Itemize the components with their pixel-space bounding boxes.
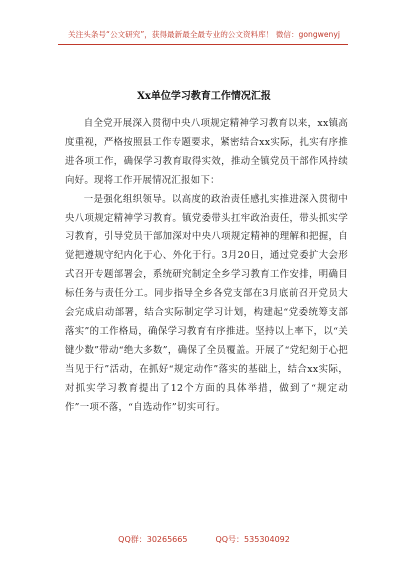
- header-banner: 关注头条号“公文研究”，获得最新最全最专业的公文资料库！ 微信：gongwenyj: [68, 30, 340, 39]
- header-divider: [58, 44, 348, 45]
- footer-qq-number: QQ号：535304092: [215, 535, 290, 544]
- document-title: Xx单位学习教育工作情况汇报: [137, 91, 271, 102]
- paragraph-leadership: 一是强化组织领导。以高度的政治责任感扎实推进深入贯彻中央八项规定精神学习教育。镇党委带头扛牢政治责任，带头抓实学习教育，引导党员干部加深对中央八项规定精神的理解和把握，自觉把遵规守纪内化于心、外化于行。3月20日，通过党委扩大会形式召开专题部署会，系统研究制定全乡学习教育工作安排，明确目标任务与责任分工。同步指导全乡各党支部在3月底前召开党员大会完成启动部署，结合实际制定学习计划，构建起“党委统筹支部落实”的工作格局，确保学习教育有序推进。坚持以上率下，以“关键少数”带动“绝大多数”，确保了全员覆盖。开展了“党纪刻于心把当见于行”活动，在抓好“规定动作”落实的基础上，结合xx实际，对抓实学习教育提出了12个方面的具体举措，做到了“规定动作”一项不落，“自选动作”切实可行。: [65, 193, 348, 413]
- paragraph-intro: 自全党开展深入贯彻中央八项规定精神学习教育以来，xx镇高度重视，严格按照县工作专题要求，紧密结合xx实际，扎实有序推进各项工作，确保学习教育取得实效，推动全镇党员干部作风持续向好。现将工作开展情况汇报如下：: [65, 118, 348, 186]
- footer-qq-group: QQ群：30265665: [118, 535, 188, 544]
- footer-contact: [0, 535, 408, 545]
- document-body: [65, 115, 348, 418]
